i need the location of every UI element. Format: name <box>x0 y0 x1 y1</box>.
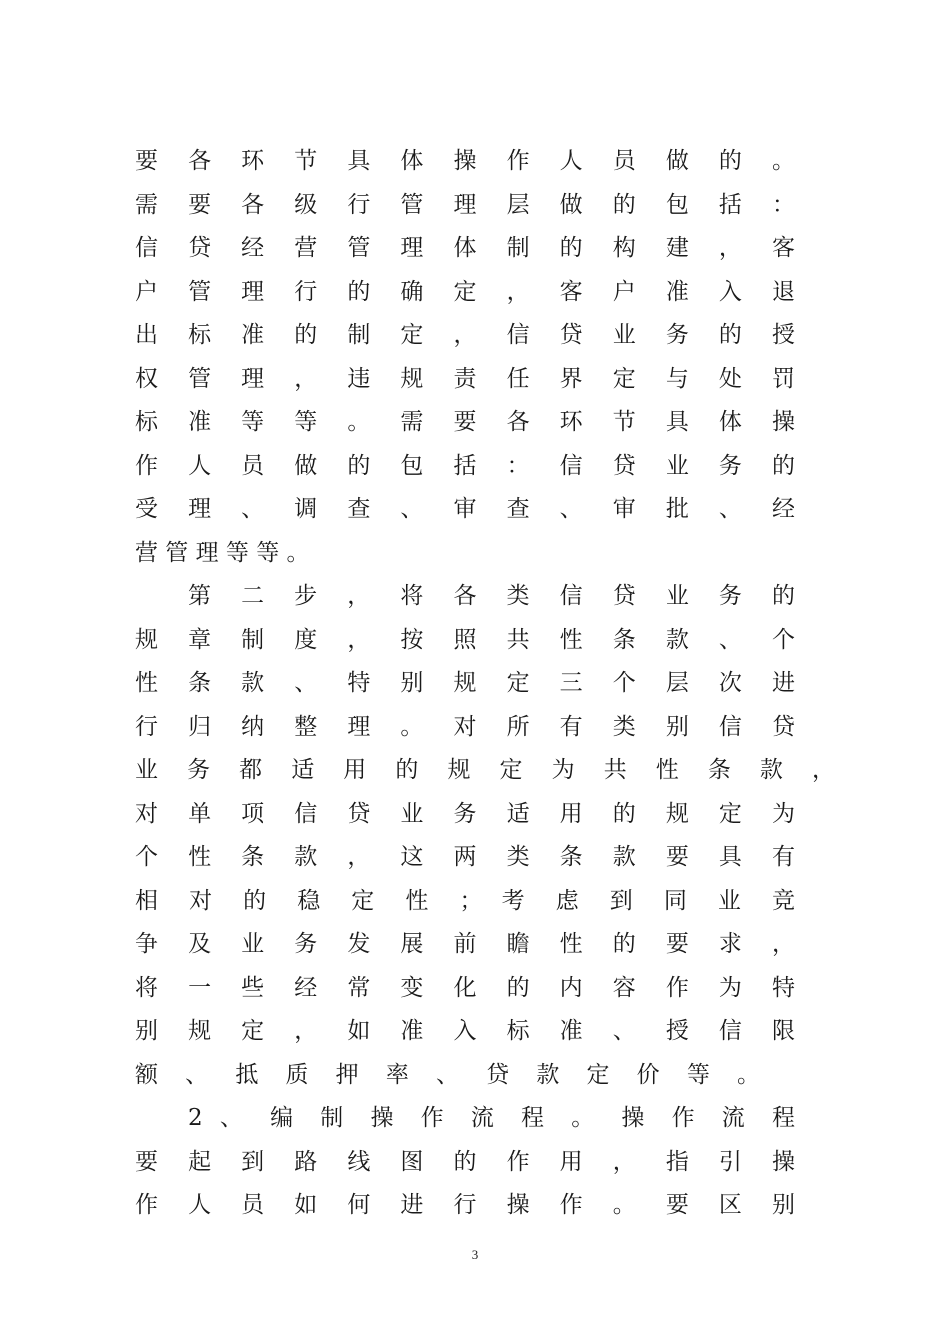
text-line: 作 人 员 如 何 进 行 操 作 。 要 区 别 <box>135 1192 795 1218</box>
text-line: 要 各 环 节 具 体 操 作 人 员 做 的 。 <box>135 148 795 174</box>
text-line: 争 及 业 务 发 展 前 瞻 性 的 要 求 ， <box>135 931 795 957</box>
text-line: 作 人 员 做 的 包 括 ： 信 贷 业 务 的 <box>135 452 795 479</box>
paragraph-start-line: 第 二 步 ， 将 各 类 信 贷 业 务 的 <box>188 583 795 609</box>
text-line: 额 、 抵 质 押 率 、 贷 款 定 价 等 。 <box>135 1061 760 1088</box>
page-number: 3 <box>471 1247 479 1262</box>
text-line: 标 准 等 等 。 需 要 各 环 节 具 体 操 <box>135 409 795 435</box>
text-line: 户 管 理 行 的 确 定 ， 客 户 准 入 退 <box>135 278 795 305</box>
text-line: 受 理 、 调 查 、 审 查 、 审 批 、 经 <box>135 496 795 522</box>
text-line: 对 单 项 信 贷 业 务 适 用 的 规 定 为 <box>135 800 795 827</box>
text-line: 营 管 理 等 等 。 <box>135 539 310 566</box>
text-line: 权 管 理 ， 违 规 责 任 界 定 与 处 罚 <box>135 365 795 392</box>
text-line: 需 要 各 级 行 管 理 层 做 的 包 括 ： <box>135 191 795 218</box>
text-line: 行 归 纳 整 理 。 对 所 有 类 别 信 贷 <box>135 713 795 740</box>
text-line: 将 一 些 经 常 变 化 的 内 容 作 为 特 <box>135 974 795 1001</box>
text-line: 信 贷 经 营 管 理 体 制 的 构 建 ， 客 <box>135 235 795 261</box>
body-text <box>135 140 835 1228</box>
text-line: 要 起 到 路 线 图 的 作 用 ， 指 引 操 <box>135 1148 795 1175</box>
paragraph-start-line: 2 、 编 制 操 作 流 程 。 操 作 流 程 <box>188 1105 795 1131</box>
text-line: 性 条 款 、 特 别 规 定 三 个 层 次 进 <box>135 670 795 696</box>
text-line: 出 标 准 的 制 定 ， 信 贷 业 务 的 授 <box>135 322 795 348</box>
text-line: 别 规 定 ， 如 准 入 标 准 、 授 信 限 <box>135 1018 795 1044</box>
text-line: 业 务 都 适 用 的 规 定 为 共 性 条 款 ， <box>135 757 835 783</box>
text-line: 个 性 条 款 ， 这 两 类 条 款 要 具 有 <box>135 844 795 870</box>
text-line: 规 章 制 度 ， 按 照 共 性 条 款 、 个 <box>135 626 795 653</box>
text-line: 相 对 的 稳 定 性 ； 考 虑 到 同 业 竞 <box>135 887 795 914</box>
